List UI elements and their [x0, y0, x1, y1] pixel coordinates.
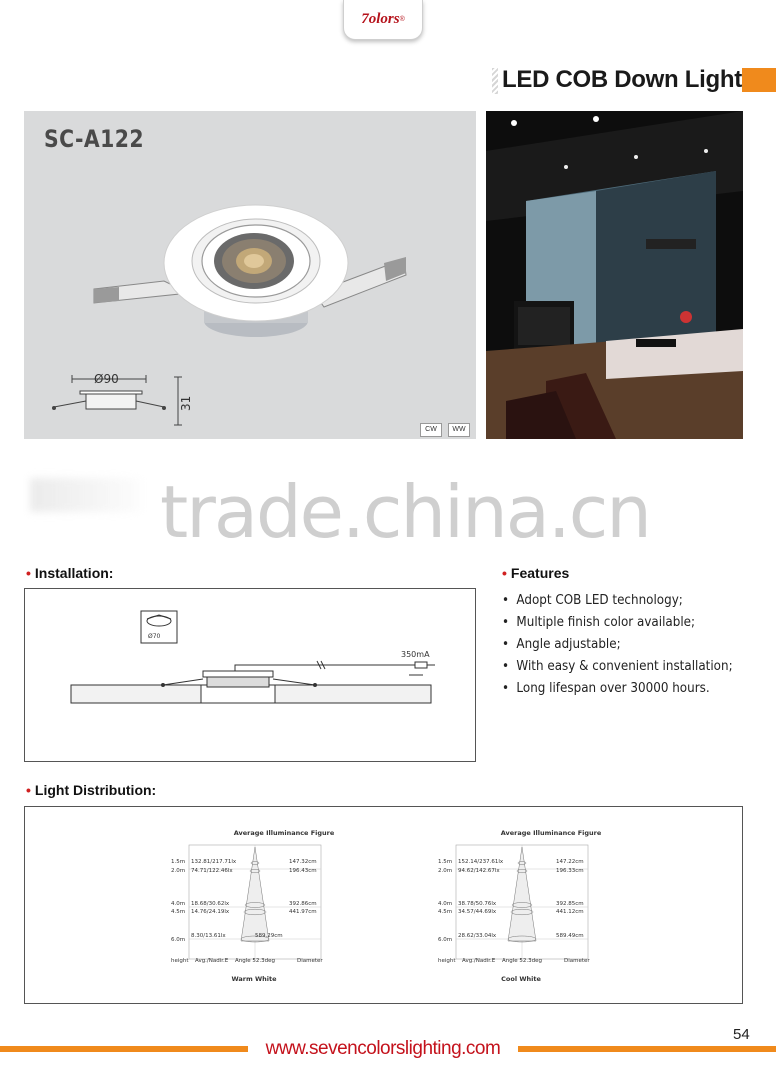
row-diameter: 589.49cm [556, 933, 584, 939]
page-number: 54 [733, 1026, 750, 1043]
cutout-label: Ø70 [148, 633, 161, 640]
website-link[interactable]: www.sevencolorslighting.com [265, 1038, 501, 1059]
row-height: 4.5m [171, 909, 186, 915]
illuminance-figure-warm [169, 807, 399, 997]
brand-logo [343, 0, 423, 40]
row-diameter: 392.85cm [556, 901, 584, 907]
footer-angle-label: Angle 52.3deg [235, 958, 276, 964]
figure-title: Average Illuminance Figure [233, 829, 335, 837]
light-distribution-heading-text: Light Distribution: [34, 782, 157, 798]
watermark: trade.china.cn [160, 470, 650, 554]
feature-item: • Multiple finish color available; [502, 612, 733, 634]
tag-ww: WW [448, 423, 470, 437]
row-height: 2.0m [171, 868, 186, 874]
row-height: 4.5m [438, 909, 453, 915]
row-lux: 34.57/44.69lx [458, 909, 497, 915]
header [492, 66, 776, 96]
row-diameter: 196.43cm [289, 868, 317, 874]
row-diameter: 196.33cm [556, 868, 584, 874]
footer-diameter-label: Diameter [564, 958, 590, 964]
light-distribution-heading [26, 782, 156, 798]
row-lux: 38.78/50.76lx [458, 901, 497, 907]
page-title: LED COB Down Light [498, 66, 746, 94]
figure-caption: Cool White [501, 975, 541, 983]
diameter-label: Ø90 [94, 372, 119, 386]
footer-bar-right [518, 1046, 776, 1052]
bullet-dot: • [26, 782, 31, 798]
row-lux: 74.71/122.46lx [191, 868, 233, 874]
features-list [502, 590, 733, 700]
row-lux: 18.68/30.62lx [191, 901, 230, 907]
feature-item: • With easy & convenient installation; [502, 656, 733, 678]
feature-item: • Angle adjustable; [502, 634, 733, 656]
row-height: 1.5m [438, 859, 453, 865]
row-lux: 14.76/24.19lx [191, 909, 230, 915]
feature-item: • Long lifespan over 30000 hours. [502, 678, 733, 700]
footer-diameter-label: Diameter [297, 958, 323, 964]
footer-height-label: height [171, 958, 189, 964]
row-lux: 28.62/33.04lx [458, 933, 497, 939]
product-image [24, 111, 476, 439]
blurred-text-block [30, 478, 140, 512]
row-lux: 152.14/237.61lx [458, 859, 504, 865]
footer-angle-label: Angle 52.3deg [502, 958, 543, 964]
row-diameter: 589.29cm [255, 933, 283, 939]
row-diameter: 392.86cm [289, 901, 317, 907]
footer-avg-label: Avg./Nadir.E [462, 958, 496, 964]
row-diameter: 441.12cm [556, 909, 584, 915]
row-lux: 94.62/142.67lx [458, 868, 500, 874]
row-diameter: 441.97cm [289, 909, 317, 915]
features-heading-text: Features [510, 565, 570, 581]
footer-height-label: height [438, 958, 456, 964]
product-panel [24, 111, 476, 439]
row-height: 6.0m [438, 937, 453, 943]
features-heading [502, 565, 569, 581]
bullet-dot: • [26, 565, 31, 581]
title-accent-block [742, 68, 776, 92]
row-lux: 132.81/217.71lx [191, 859, 237, 865]
row-height: 1.5m [171, 859, 186, 865]
footer-avg-label: Avg./Nadir.E [195, 958, 229, 964]
row-height: 6.0m [171, 937, 186, 943]
logo-registered-mark: ® [399, 16, 405, 23]
figure-caption: Warm White [231, 975, 277, 983]
row-height: 4.0m [438, 901, 453, 907]
model-number: SC-A122 [44, 125, 144, 153]
figure-title: Average Illuminance Figure [500, 829, 602, 837]
current-label: 350mA [401, 650, 430, 659]
installation-heading [26, 565, 113, 581]
row-height: 2.0m [438, 868, 453, 874]
tag-cw: CW [420, 423, 442, 437]
footer-bar-left [0, 1046, 248, 1052]
feature-item: • Adopt COB LED technology; [502, 590, 733, 612]
height-label: 31 [179, 395, 193, 411]
light-distribution-panel [24, 806, 743, 1004]
row-diameter: 147.22cm [556, 859, 584, 865]
row-height: 4.0m [171, 901, 186, 907]
row-lux: 8.30/13.61lx [191, 933, 226, 939]
application-photo [486, 111, 743, 439]
illuminance-figure-cool [436, 807, 666, 997]
logo-text: 7olors [361, 11, 400, 27]
row-diameter: 147.32cm [289, 859, 317, 865]
installation-diagram [24, 588, 476, 762]
installation-heading-text: Installation: [34, 565, 114, 581]
bullet-dot: • [502, 565, 507, 581]
